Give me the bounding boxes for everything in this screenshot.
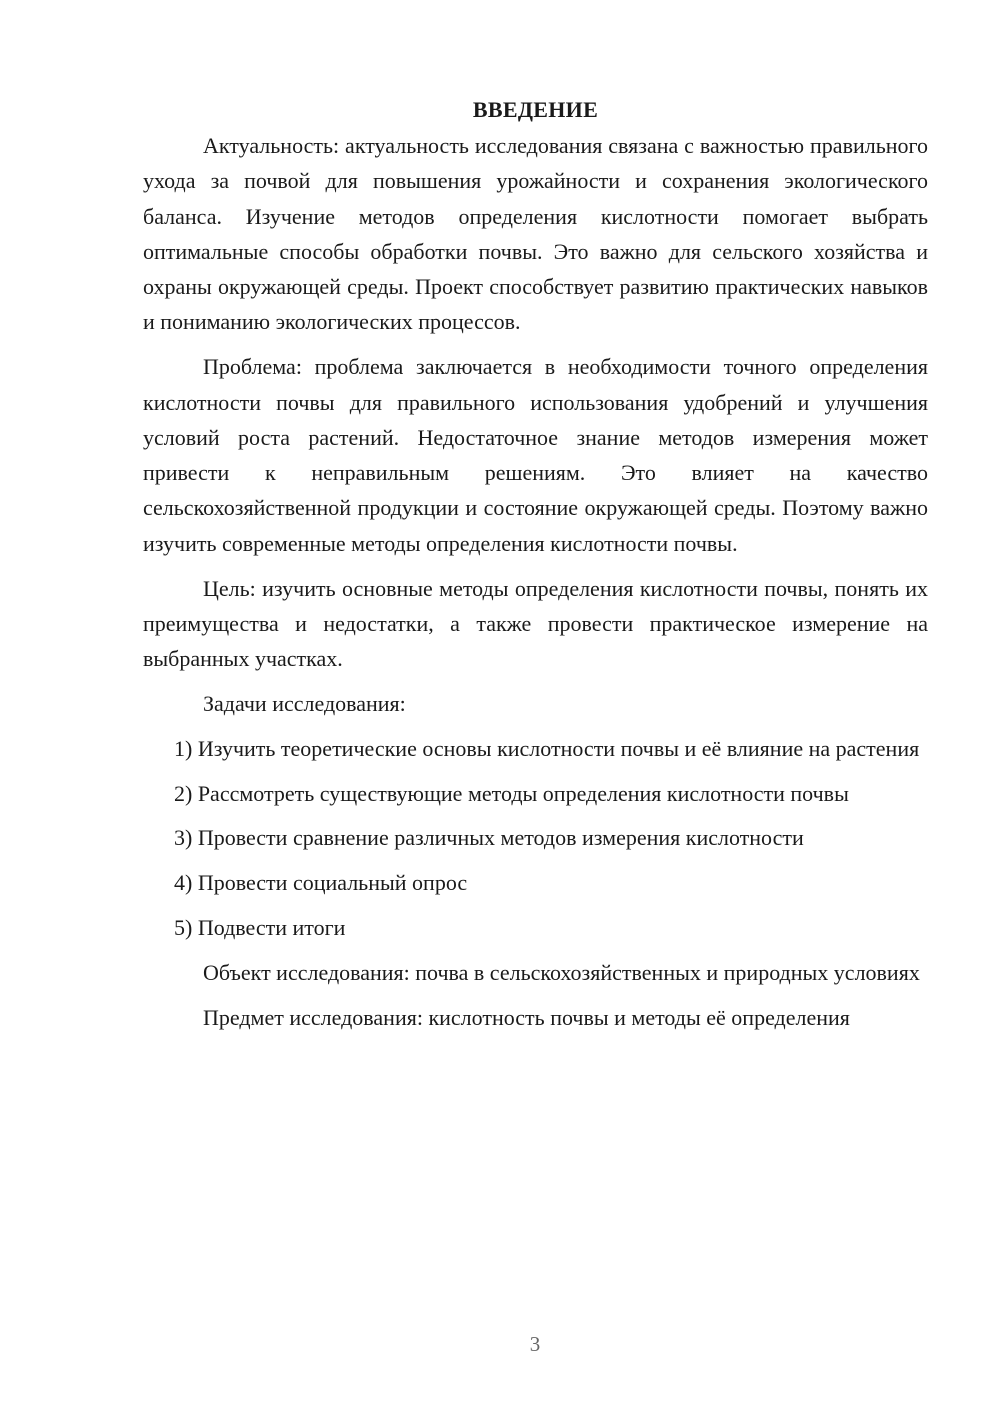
subject-paragraph: Предмет исследования: кислотность почвы и методы её определения xyxy=(203,1004,850,1030)
tasks-title: Задачи исследования: xyxy=(203,690,406,716)
task-item-1: 1) Изучить теоретические основы кислотности почвы и её влияние на растения xyxy=(174,735,920,761)
problem-paragraph: Проблема: проблема заключается в необходимости точного определения кислотности почвы для правильного использования удобрений и улучшения условий роста растений. Недостаточное знание методов измерения может привести к неправильным решениям. Это влияет на качество сельскохозяйственной продукции и состояние окружающей среды. Поэтому важно изучить современные методы определения кислотности почвы. xyxy=(143,354,928,556)
document-page xyxy=(143,92,928,1044)
goal-paragraph: Цель: изучить основные методы определения кислотности почвы, понять их преимущества и недостатки, а также провести практическое измерение на выбранных участках. xyxy=(143,575,928,672)
task-item-4: 4) Провести социальный опрос xyxy=(174,870,468,896)
section-heading: ВВЕДЕНИЕ xyxy=(472,97,599,122)
task-item-3: 3) Провести сравнение различных методов измерения кислотности xyxy=(174,825,804,851)
page-number: 3 xyxy=(529,1332,541,1356)
task-item-2: 2) Рассмотреть существующие методы определения кислотности почвы xyxy=(174,780,849,806)
relevance-paragraph: Актуальность: актуальность исследования связана с важностью правильного ухода за почвой для повышения урожайности и сохранения экологического баланса. Изучение методов определения кислотности помогает выбрать оптимальные способы обработки почвы. Это важно для сельского хозяйства и охраны окружающей среды. Проект способствует развитию практических навыков и пониманию экологических процессов. xyxy=(143,133,928,335)
task-item-5: 5) Подвести итоги xyxy=(174,914,346,940)
object-paragraph: Объект исследования: почва в сельскохозяйственных и природных условиях xyxy=(203,959,920,985)
